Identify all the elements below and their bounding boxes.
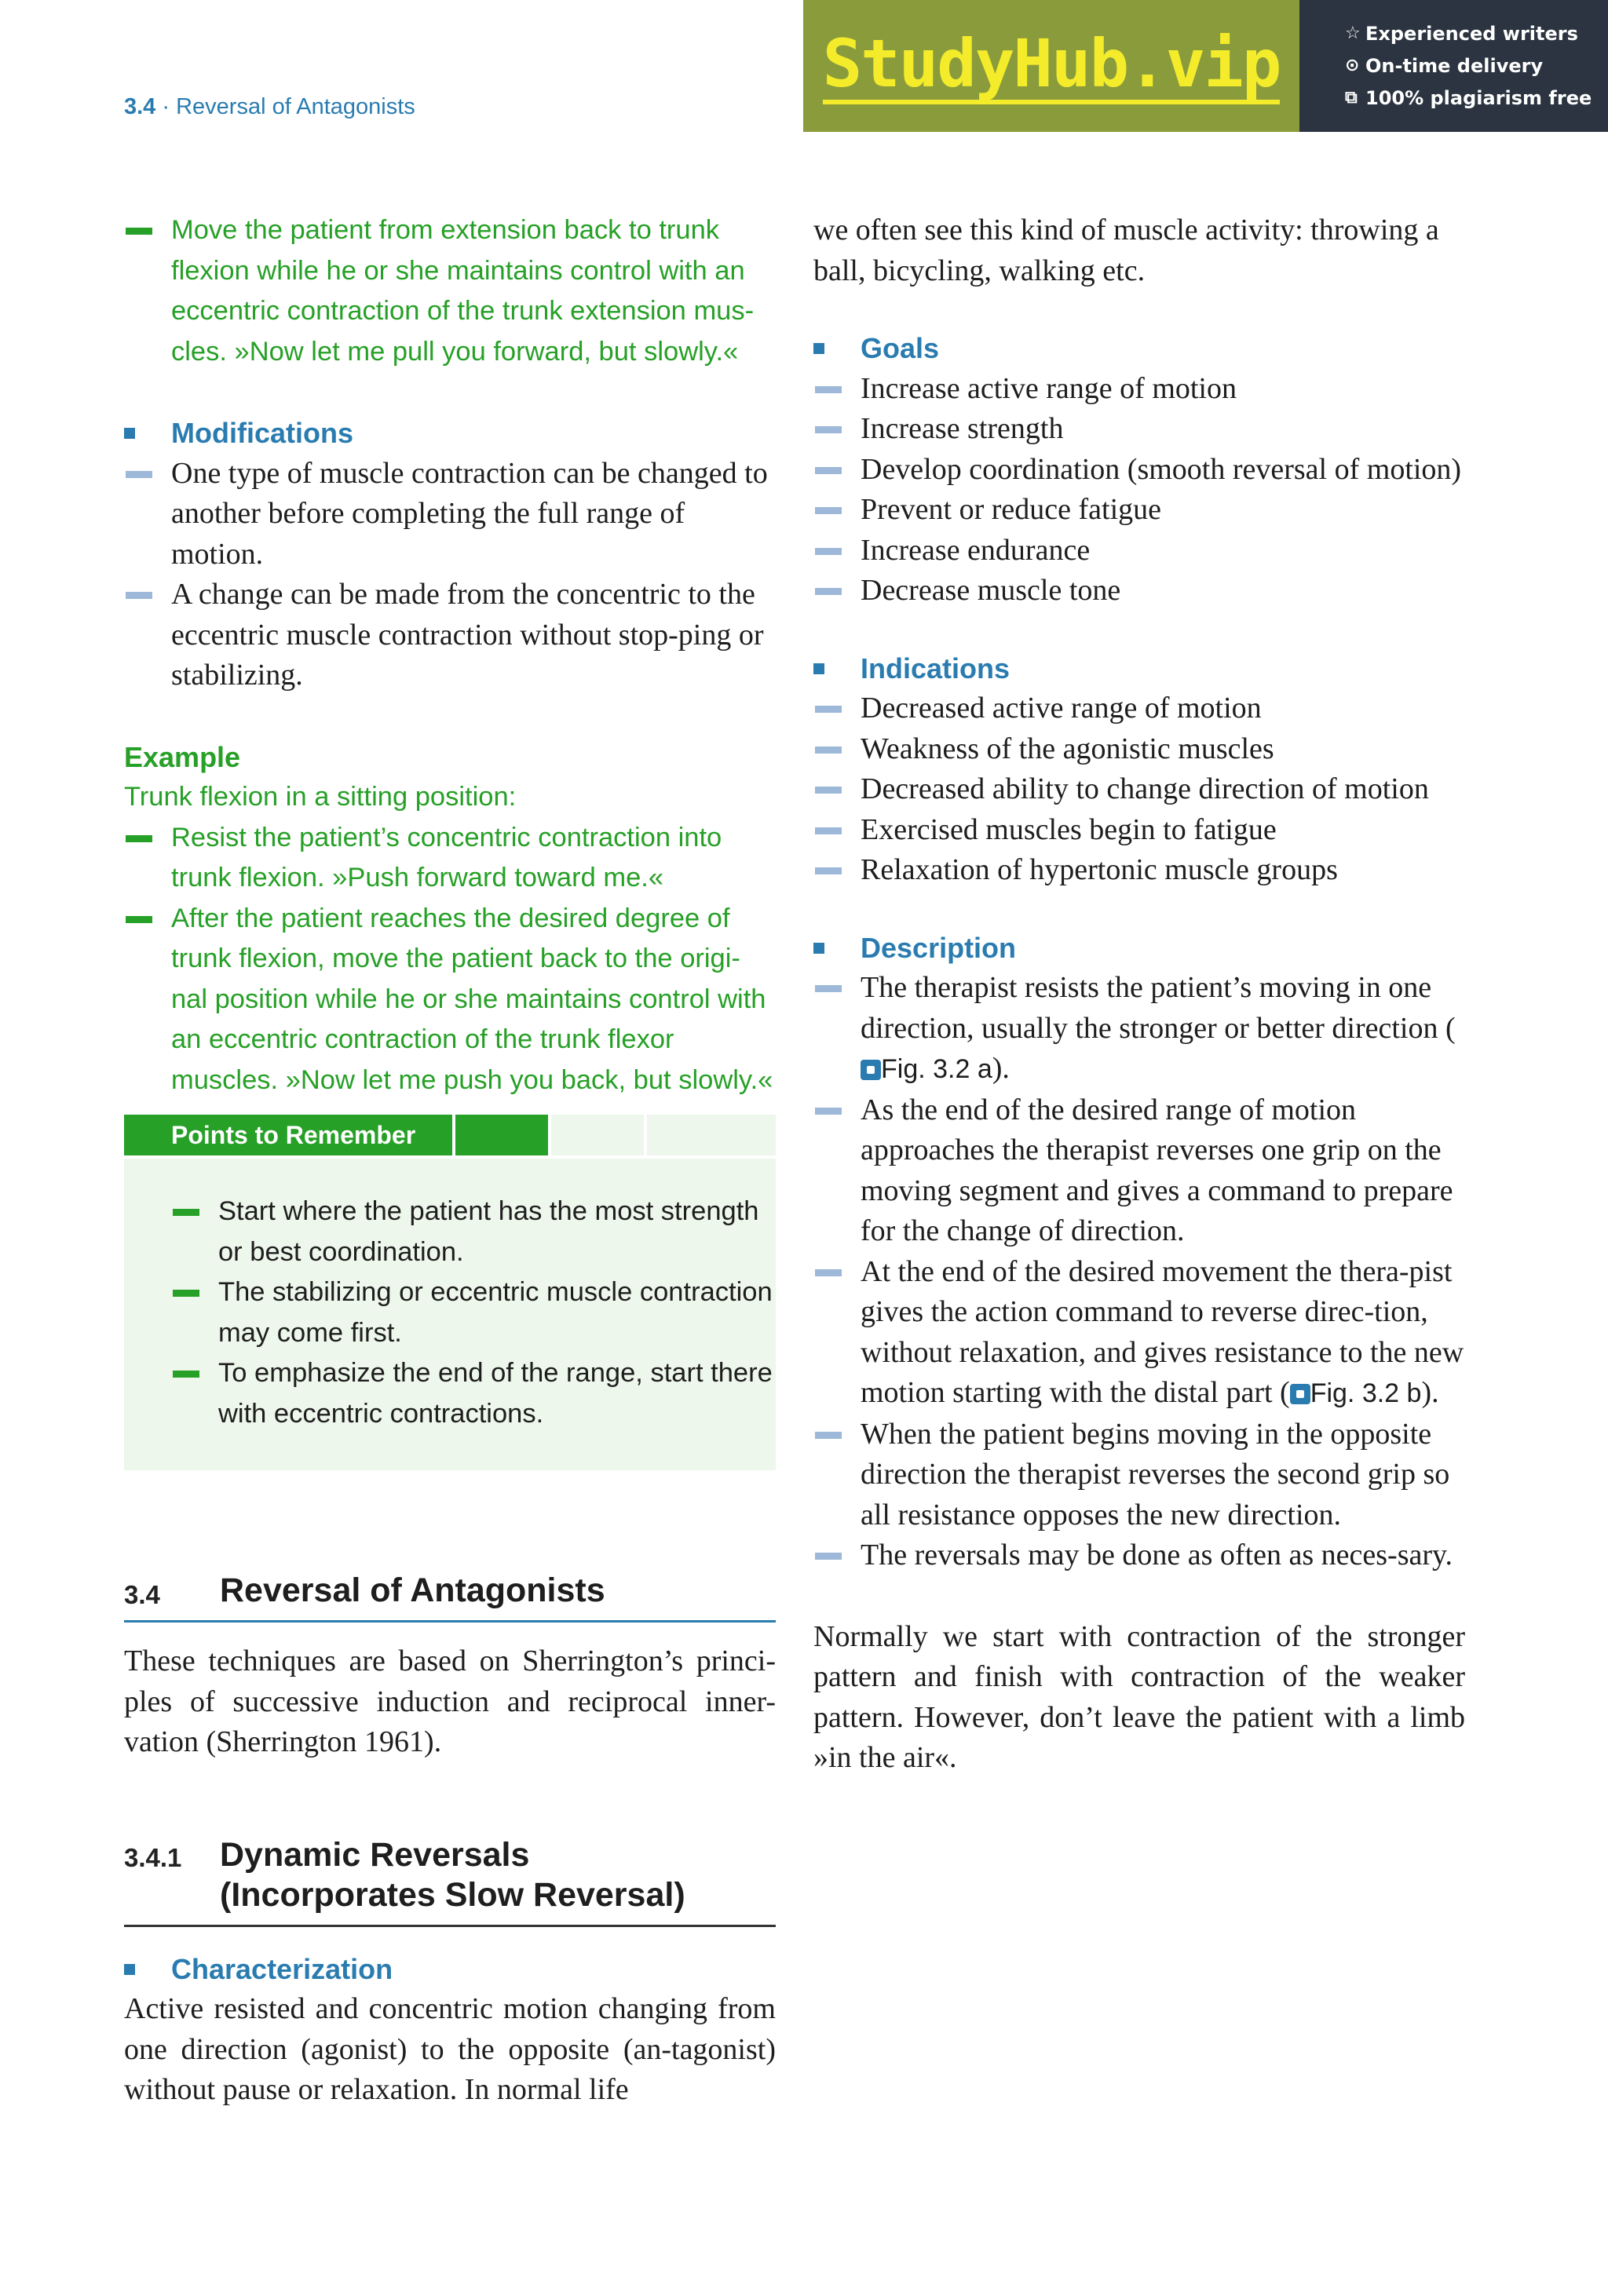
dash-bullet-icon bbox=[173, 1209, 199, 1216]
dash-bullet-icon bbox=[815, 985, 842, 992]
closing-paragraph: Normally we start with contraction of the stronger pattern and finish with contraction of the weaker pattern. However, don’t leave the patient with a limb »in the air«. bbox=[813, 1619, 1465, 1774]
subsection-number: 3.4.1 bbox=[124, 1842, 182, 1872]
list-item bbox=[171, 1192, 776, 1272]
list-item bbox=[813, 1090, 1465, 1252]
list-item-text: To emphasize the end of the range, start there with eccentric contractions. bbox=[218, 1358, 773, 1429]
list-item-text: Develop coordination (smooth reversal of motion) bbox=[861, 452, 1462, 486]
dash-bullet-icon bbox=[815, 386, 842, 393]
dash-bullet-icon bbox=[126, 228, 152, 235]
example-heading: Example bbox=[124, 740, 241, 773]
banner-features bbox=[1299, 0, 1608, 132]
dash-bullet-icon bbox=[173, 1371, 199, 1378]
figure-link[interactable]: Fig. 3.2 b bbox=[1310, 1378, 1422, 1408]
dash-bullet-icon bbox=[815, 706, 842, 713]
dash-bullet-icon bbox=[815, 827, 842, 834]
list-item bbox=[813, 1252, 1465, 1414]
header-decoration bbox=[647, 1115, 776, 1155]
figure-reference-icon bbox=[861, 1060, 881, 1080]
subsection-title-line1: Dynamic Reversals bbox=[220, 1835, 530, 1874]
banner-feature bbox=[1345, 17, 1608, 49]
list-item-text: Increase strength bbox=[861, 412, 1064, 445]
banner-feature bbox=[1345, 49, 1608, 82]
list-item-text: Decreased active range of motion bbox=[861, 692, 1262, 725]
list-item bbox=[813, 810, 1465, 851]
list-item bbox=[813, 450, 1465, 491]
list-item-text: The stabilizing or eccentric muscle contraction may come first. bbox=[218, 1277, 773, 1348]
list-item bbox=[813, 1535, 1465, 1576]
dash-bullet-icon bbox=[815, 746, 842, 754]
points-to-remember-title: Points to Remember bbox=[124, 1115, 452, 1155]
description-text: ). bbox=[1421, 1376, 1439, 1409]
square-bullet-icon bbox=[813, 943, 824, 954]
banner-feature-label: Experienced writers bbox=[1365, 22, 1578, 45]
dash-bullet-icon bbox=[815, 867, 842, 874]
running-head-number: 3.4 bbox=[124, 94, 156, 119]
subsection-heading bbox=[124, 1835, 776, 1927]
list-item-text bbox=[861, 1252, 1465, 1414]
square-bullet-icon bbox=[813, 663, 824, 674]
dash-bullet-icon bbox=[815, 1432, 842, 1439]
header-decoration bbox=[455, 1115, 548, 1155]
description-text: At the end of the desired movement the thera-pist gives the action command to reverse direc-tion, without relaxation, and gives resistance to the new motion starting with the distal part ( bbox=[861, 1254, 1464, 1409]
section-body: These techniques are based on Sherrington’s princi-ples of successive induction and reciprocal inner-vation (Sherrington 1961). bbox=[124, 1644, 776, 1758]
points-to-remember-box bbox=[124, 1115, 776, 1470]
description-text: The therapist resists the patient’s moving in one direction, usually the stronger or better direction ( bbox=[861, 971, 1456, 1045]
points-to-remember-body bbox=[124, 1159, 776, 1470]
dash-bullet-icon bbox=[815, 1553, 842, 1560]
description-heading bbox=[813, 928, 1465, 969]
list-item-text: Prevent or reduce fatigue bbox=[861, 493, 1161, 526]
heading-text: Goals bbox=[861, 332, 940, 364]
studyhub-logo-text: StudyHub.vip bbox=[823, 27, 1281, 104]
dash-bullet-icon bbox=[815, 1108, 842, 1115]
list-item bbox=[813, 688, 1465, 729]
continuation-text: we often see this kind of muscle activity: throwing a ball, bicycling, walking etc. bbox=[813, 214, 1439, 287]
banner-feature bbox=[1345, 82, 1608, 114]
list-item bbox=[171, 1353, 776, 1434]
list-item bbox=[171, 1272, 776, 1353]
section-heading bbox=[124, 1571, 776, 1623]
list-item-text: When the patient begins moving in the opposite direction the therapist reverses the second grip so all resistance opposes the new direction. bbox=[861, 1417, 1450, 1531]
square-bullet-icon bbox=[813, 343, 824, 354]
list-item bbox=[124, 454, 776, 575]
characterization-body: Active resisted and concentric motion changing from one direction (agonist) to the opposite (an-tagonist) without pause or relaxation. In normal life bbox=[124, 1992, 776, 2106]
dash-bullet-icon bbox=[126, 471, 152, 478]
list-item bbox=[813, 968, 1465, 1090]
dash-bullet-icon bbox=[815, 467, 842, 474]
left-column bbox=[124, 210, 776, 2111]
figure-reference-icon bbox=[1290, 1384, 1310, 1404]
list-item bbox=[813, 531, 1465, 571]
running-head-title: Reversal of Antagonists bbox=[176, 94, 415, 119]
list-item bbox=[813, 571, 1465, 611]
studyhub-banner[interactable] bbox=[803, 0, 1608, 132]
square-bullet-icon bbox=[124, 1964, 135, 1975]
copy-icon: ⧉ bbox=[1345, 88, 1358, 108]
figure-link[interactable]: Fig. 3.2 a bbox=[881, 1054, 992, 1084]
dash-bullet-icon bbox=[126, 835, 152, 842]
right-column bbox=[813, 210, 1465, 1779]
list-item-text: As the end of the desired range of motion approaches the therapist reverses one grip on the moving segment and gives a command to prepare for the change of direction. bbox=[861, 1093, 1453, 1247]
list-item bbox=[813, 369, 1465, 410]
heading-text: Characterization bbox=[171, 1952, 393, 1985]
banner-feature-label: On-time delivery bbox=[1365, 54, 1544, 77]
clock-icon: ⊙ bbox=[1345, 56, 1360, 75]
banner-feature-label: 100% plagiarism free bbox=[1365, 86, 1592, 109]
list-item-text bbox=[861, 968, 1465, 1090]
dash-bullet-icon bbox=[815, 426, 842, 433]
list-item bbox=[124, 575, 776, 696]
list-item-text: One type of muscle contraction can be changed to another before completing the full range of motion. bbox=[171, 456, 768, 571]
list-item-text: Decreased ability to change direction of motion bbox=[861, 772, 1429, 805]
list-item bbox=[124, 818, 776, 899]
list-item-text: Weakness of the agonistic muscles bbox=[861, 732, 1274, 765]
goals-heading bbox=[813, 328, 1465, 369]
section-number: 3.4 bbox=[124, 1580, 160, 1609]
characterization-heading bbox=[124, 1949, 776, 1990]
running-head-separator: · bbox=[155, 94, 177, 119]
list-item bbox=[813, 850, 1465, 891]
list-item-text: The reversals may be done as often as neces-sary. bbox=[861, 1539, 1453, 1571]
description-text: ). bbox=[992, 1052, 1010, 1085]
list-item bbox=[813, 1414, 1465, 1536]
heading-text: Modifications bbox=[171, 417, 353, 449]
list-item bbox=[124, 899, 776, 1101]
list-item-text: Increase active range of motion bbox=[861, 371, 1237, 405]
dash-bullet-icon bbox=[126, 592, 152, 599]
header-decoration bbox=[551, 1115, 644, 1155]
heading-text: Description bbox=[861, 931, 1017, 964]
indications-heading bbox=[813, 648, 1465, 689]
list-item-text: Decrease muscle tone bbox=[861, 574, 1121, 607]
running-head bbox=[124, 94, 415, 120]
subsection-title-line2: (Incorporates Slow Reversal) bbox=[220, 1875, 685, 1914]
section-title: Reversal of Antagonists bbox=[220, 1571, 605, 1609]
list-item-text: Increase endurance bbox=[861, 533, 1091, 567]
modifications-heading bbox=[124, 413, 776, 454]
list-item bbox=[813, 409, 1465, 450]
list-item-text: Move the patient from extension back to trunk flexion while he or she maintains control with an eccentric contraction of the trunk extension mus-cles. »Now let me pull you forward, but slowly.« bbox=[171, 215, 755, 367]
list-item-text: Start where the patient has the most strength or best coordination. bbox=[218, 1196, 759, 1267]
dash-bullet-icon bbox=[173, 1290, 199, 1297]
dash-bullet-icon bbox=[815, 787, 842, 794]
dash-bullet-icon bbox=[126, 916, 152, 923]
list-item-text: Relaxation of hypertonic muscle groups bbox=[861, 853, 1338, 886]
list-item-text: Exercised muscles begin to fatigue bbox=[861, 812, 1277, 846]
list-item-text: A change can be made from the concentric to the eccentric muscle contraction without stop-ping or stabilizing. bbox=[171, 578, 764, 692]
list-item bbox=[813, 729, 1465, 770]
dash-bullet-icon bbox=[815, 1269, 842, 1276]
square-bullet-icon bbox=[124, 428, 135, 439]
studyhub-logo[interactable] bbox=[803, 0, 1299, 132]
points-to-remember-header bbox=[124, 1115, 776, 1155]
dash-bullet-icon bbox=[815, 507, 842, 514]
list-item bbox=[813, 769, 1465, 810]
list-item-text: After the patient reaches the desired degree of trunk flexion, move the patient back to the origi-nal position while he or she maintains control with an eccentric contraction of the trunk flexor muscles. »Now let me push you back, but slowly.« bbox=[171, 903, 773, 1095]
heading-text: Indications bbox=[861, 652, 1010, 684]
star-outline-icon: ☆ bbox=[1345, 24, 1361, 43]
list-item bbox=[813, 490, 1465, 531]
list-item bbox=[124, 210, 776, 372]
example-lead: Trunk flexion in a sitting position: bbox=[124, 782, 517, 812]
dash-bullet-icon bbox=[815, 588, 842, 595]
list-item-text: Resist the patient’s concentric contraction into trunk flexion. »Push forward toward me.« bbox=[171, 822, 722, 892]
dash-bullet-icon bbox=[815, 548, 842, 555]
